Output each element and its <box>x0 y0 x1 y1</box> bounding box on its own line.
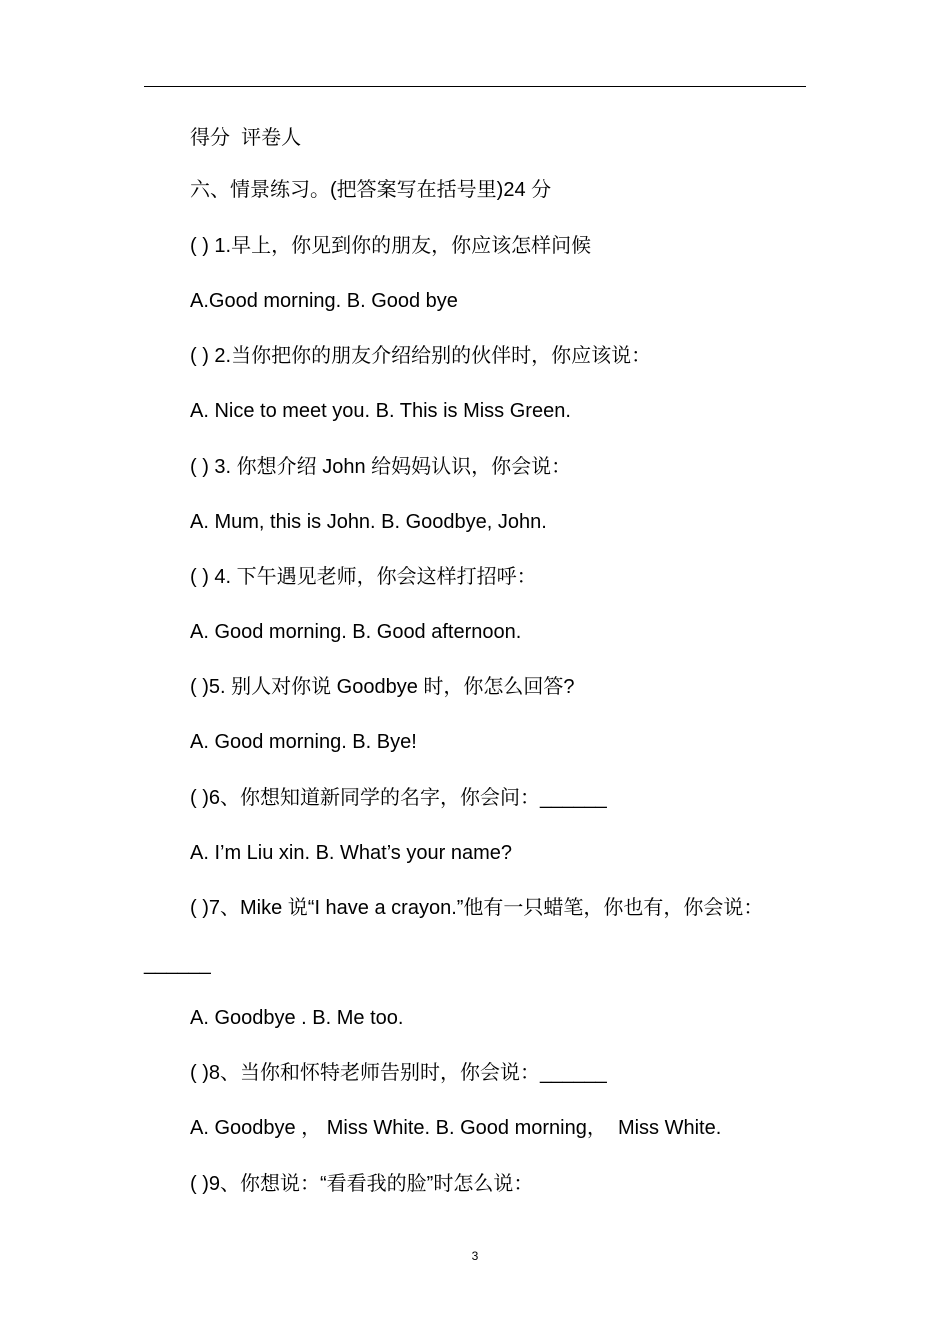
question-8: ( )8、当你和怀特老师告别时，你会说：______ <box>190 1062 607 1084</box>
page-number: 3 <box>471 1249 479 1263</box>
question-9: ( )9、你想说：“看看我的脸”时怎么说： <box>190 1173 534 1195</box>
question-4: ( ) 4. 下午遇见老师，你会这样打招呼： <box>190 566 537 588</box>
question-3: ( ) 3. 你想介绍 John 给妈妈认识，你会说： <box>190 456 572 478</box>
header-rule <box>144 86 806 87</box>
section-title: 六、情景练习。(把答案写在括号里)24 分 <box>190 179 552 201</box>
question-7: ( )7、Mike 说“I have a crayon.”他有一只蜡笔，你也有，你会说： <box>190 897 764 919</box>
question-2: ( ) 2.当你把你的朋友介绍给别的伙伴时，你应该说： <box>190 345 652 367</box>
options-5: A. Good morning. B. Bye! <box>190 731 417 753</box>
options-8: A. Goodbye ， Miss White. B. Good morning， Miss White. <box>190 1117 722 1139</box>
options-2: A. Nice to meet you. B. This is Miss Green. <box>190 400 571 422</box>
options-6: A. I’m Liu xin. B. What’s your name? <box>190 842 512 864</box>
options-3: A. Mum, this is John. B. Goodbye, John. <box>190 511 547 533</box>
options-4: A. Good morning. B. Good afternoon. <box>190 621 522 643</box>
question-5: ( )5. 别人对你说 Goodbye 时，你怎么回答? <box>190 676 575 698</box>
options-7: A. Goodbye . B. Me too. <box>190 1007 404 1029</box>
score-header: 得分 评卷人 <box>190 127 302 149</box>
question-7-blank: ______ <box>144 953 211 975</box>
options-1: A.Good morning. B. Good bye <box>190 290 458 312</box>
question-6: ( )6、你想知道新同学的名字，你会问：______ <box>190 787 607 809</box>
question-1: ( ) 1.早上，你见到你的朋友，你应该怎样问候 <box>190 235 592 257</box>
